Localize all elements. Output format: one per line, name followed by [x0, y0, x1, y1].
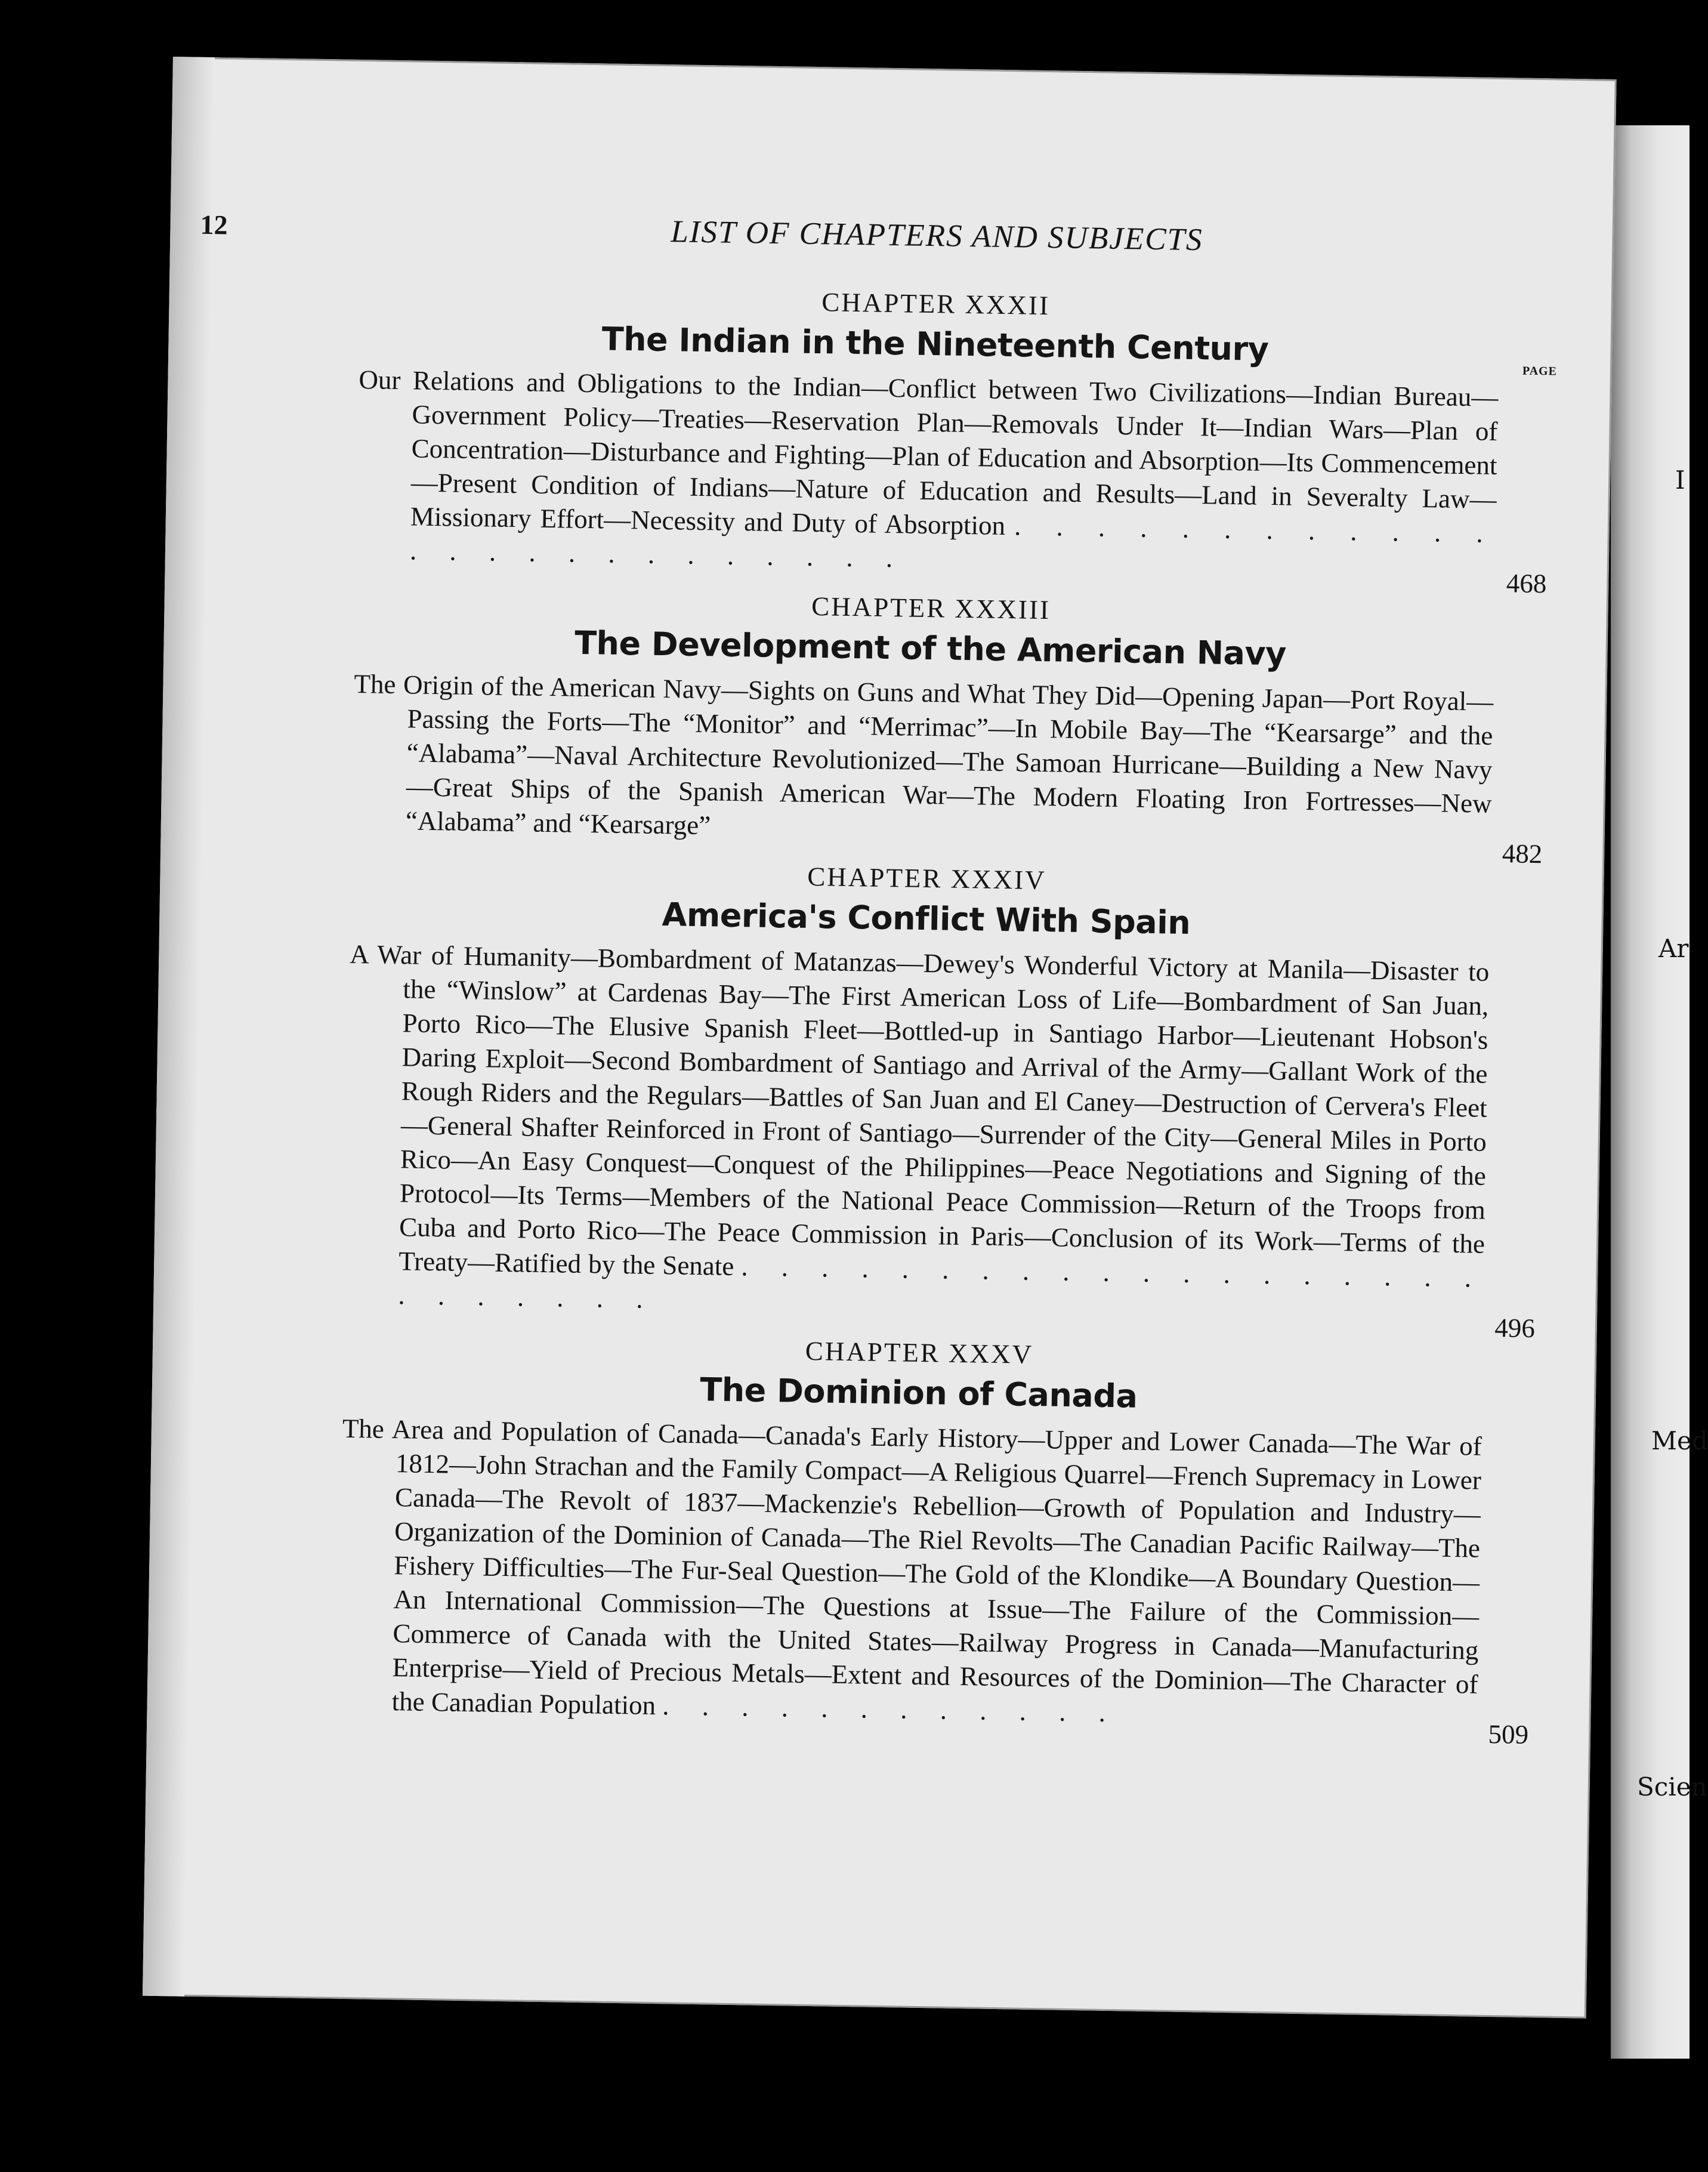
chapter-entry [342, 1328, 1529, 1750]
adjacent-page-edge [1611, 125, 1708, 2059]
page-content [200, 209, 1558, 1750]
page-header [200, 209, 1501, 280]
chapter-entry [350, 854, 1536, 1344]
adjacent-page-fragment: Med [1651, 1426, 1708, 1455]
page-column-label: PAGE [1522, 364, 1558, 378]
dot-leader: . . . . . . . . . . . . . . . . . . . . . . . . . [409, 511, 1497, 573]
chapter-title: America's Conflict With Spain [662, 896, 1191, 942]
chapter-title: The Indian in the Nineteenth Century [601, 320, 1269, 368]
chapter-entry [354, 584, 1543, 869]
chapter-number: CHAPTER XXXV [805, 1335, 1034, 1369]
chapter-summary [344, 937, 1536, 1344]
chapter-summary-text: A War of Humanity—Bombardment of Matanzas—Dewey's Wonderful Victory at Manila—Disaster to the “Winslow” at Cardenas Bay—The First American Loss of Life—Bombardment of San Juan, Porto Rico—The Elusive Spanish Fleet—Bottled-up in Santiago Harbor—Lieutenant Hobson's Daring Exploit—Second Bombardment of Santiago and Arrival of the Army—Gallant Work of the Rough Riders and the Regulars—Battles of San Juan and El Caney—Destruction of Cervera's Fleet—General Shafter Reinforced in Front of Santiago—Surrender of the City—General Miles in Porto Rico—An Easy Conquest—Conquest of the Philippines—Peace Negotiations and Signing of the Protocol—Its Terms—Members of the National Peace Commission—Return of the Troops from Cuba and Porto Rico—The Peace Commission in Paris—Conclusion of its Work—Terms of the Treaty—Ratified by the Senate [350, 939, 1490, 1282]
chapter-summary-text: Our Relations and Obligations to the Indian—Conflict between Two Civilizations—Indian Bureau—Government Policy—Treaties—Reservation Plan—Removals Under It—Indian Wars—Plan of Concentration—Disturbance and Fighting—Plan of Education and Absorption—Its Commencement—Present Condition of Indians—Nature of Education and Results—Land in Severalty Law—Missionary Effort—Necessity and Duty of Absorption [359, 364, 1499, 541]
adjacent-page-fragment: Scien [1637, 1772, 1707, 1801]
dot-leader: . . . . . . . . . . . . . . . . . . . . . . . . . . [398, 1251, 1485, 1314]
chapter-page-reference: 509 [1488, 1719, 1529, 1750]
chapter-title: The Development of the American Navy [574, 624, 1287, 673]
chapter-title: The Dominion of Canada [699, 1371, 1138, 1415]
chapter-number: CHAPTER XXXIV [807, 861, 1047, 896]
page-number: 12 [200, 209, 228, 240]
adjacent-page-fragment: I [1675, 465, 1685, 495]
chapter-entry [359, 279, 1558, 599]
chapter-page-reference: 468 [1506, 568, 1547, 599]
chapter-summary-text: The Origin of the American Navy—Sights on Guns and What They Did—Opening Japan—Port Royal—Passing the Forts—The “Monitor” and “Merrimac”—In Mobile Bay—The “Kearsarge” and the “Alabama”—Naval Architecture Revolutionized—The Samoan Hurricane—Building a New Navy—Great Ships of the Spanish American War—The Modern Floating Iron Fortresses—New “Alabama” and “Kearsarge” [354, 668, 1494, 841]
adjacent-page-fragment: Ar [1658, 934, 1689, 963]
chapter-summary [351, 667, 1543, 869]
chapter-summary-text: The Area and Population of Canada—Canada's Early History—Upper and Lower Canada—The War of 1812—John Strachan and the Family Compact—A Religious Quarrel—French Supremacy in Lower Canada—The Revolt of 1837—Mackenzie's Rebellion—Growth of Population and Industry—Organization of the Dominion of Canada—The Riel Revolts—The Canadian Pacific Railway—The Fishery Difficulties—The Fur-Seal Question—The Gold of the Klondike—A Boundary Question—An International Commission—The Questions at Issue—The Failure of the Commission—Commerce of Canada with the United States—Railway Progress in Canada—Manufacturing Enterprise—Yield of Precious Metals—Extent and Resources of the Dominion—The Character of the Canadian Population [342, 1413, 1482, 1721]
dot-leader: . . . . . . . . . . . . [662, 1690, 1119, 1728]
chapter-number: CHAPTER XXXIII [811, 591, 1051, 625]
page-gutter-shadow [143, 57, 215, 1997]
running-title: LIST OF CHAPTERS AND SUBJECTS [670, 214, 1204, 258]
book-page [143, 57, 1617, 2019]
chapter-number: CHAPTER XXXII [821, 287, 1051, 321]
chapter-page-reference: 482 [1502, 838, 1543, 869]
chapter-summary [338, 1412, 1529, 1750]
chapter-page-reference: 496 [1494, 1313, 1536, 1344]
